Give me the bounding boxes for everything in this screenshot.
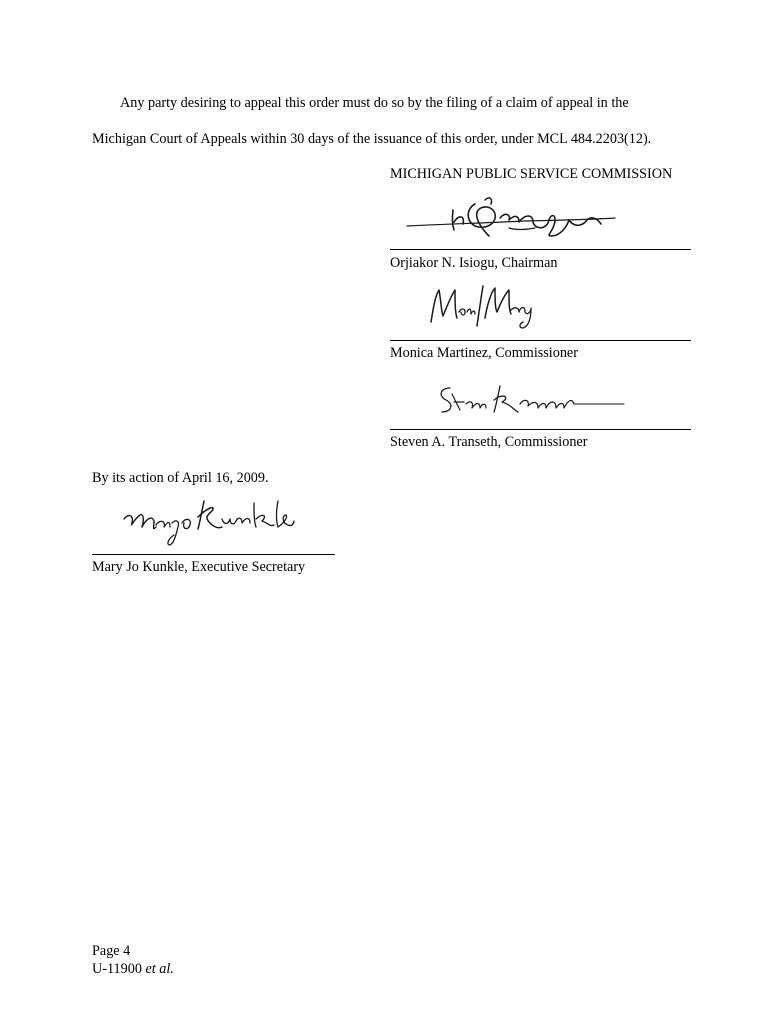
martinez-signature — [425, 282, 545, 332]
chairman-signature — [405, 190, 625, 238]
case-number — [92, 961, 174, 977]
commission-name: MICHIGAN PUBLIC SERVICE COMMISSION — [390, 166, 673, 182]
action-date-text: By its action of April 16, 2009. — [92, 470, 269, 486]
chairman-name: Orjiakor N. Isiogu, Chairman — [390, 255, 558, 271]
secretary-name: Mary Jo Kunkle, Executive Secretary — [92, 559, 306, 575]
case-number-id: U-11900 — [92, 961, 142, 977]
case-number-suffix: et al. — [145, 961, 174, 977]
secretary-signature-line — [92, 554, 335, 555]
martinez-name: Monica Martinez, Commissioner — [390, 345, 578, 361]
transeth-signature — [430, 380, 630, 420]
transeth-name: Steven A. Transeth, Commissioner — [390, 434, 588, 450]
secretary-signature — [118, 495, 298, 547]
martinez-signature-line — [390, 340, 691, 341]
transeth-signature-line — [390, 429, 691, 430]
appeal-paragraph-line-1: Any party desiring to appeal this order must do so by the filing of a claim of appeal in the — [120, 95, 629, 111]
chairman-signature-line — [390, 249, 691, 250]
page-number: Page 4 — [92, 943, 131, 959]
appeal-paragraph-line-2: Michigan Court of Appeals within 30 days of the issuance of this order, under MCL 484.2203(12). — [92, 131, 652, 147]
